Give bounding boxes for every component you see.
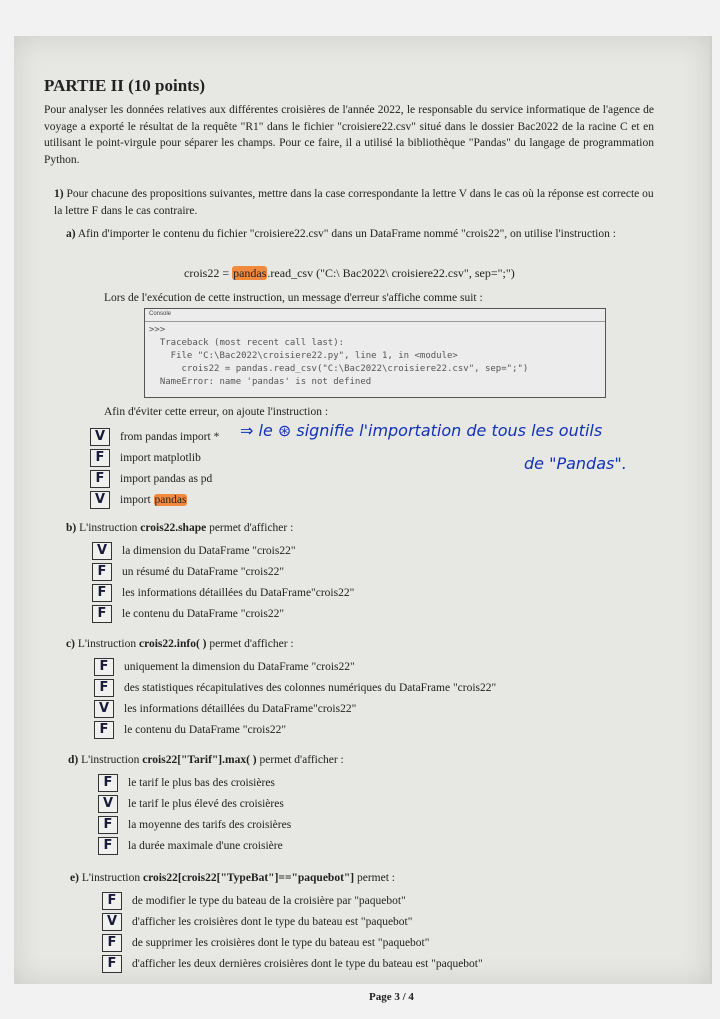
highlight-pandas: pandas xyxy=(233,266,267,280)
answer-box[interactable]: V xyxy=(90,428,110,446)
option-text: d'afficher les deux dernières croisières dont le type du bateau est "paquebot" xyxy=(132,958,483,970)
option-text: la dimension du DataFrame "crois22" xyxy=(122,545,296,557)
sub-question-a xyxy=(66,226,656,242)
error-intro: Lors de l'exécution de cette instruction, un message d'erreur s'affiche comme suit : xyxy=(104,292,483,304)
option-text: les informations détaillées du DataFrame"crois22" xyxy=(122,587,355,599)
question-code: crois22[crois22["TypeBat"]=="paquebot"] xyxy=(142,872,355,884)
sub-question-a-text: Afin d'importer le contenu du fichier "croisiere22.csv" dans un DataFrame nommé "crois22", on utilise l'instruction : xyxy=(77,228,616,240)
option-text: le tarif le plus élevé des croisières xyxy=(128,798,284,810)
answer-box[interactable]: F xyxy=(94,721,114,739)
question-code: crois22.info( ) xyxy=(138,638,207,650)
sub-question-b-label: b) xyxy=(66,522,77,534)
question-text: permet d'afficher : xyxy=(206,638,294,650)
console-line: NameError: name 'pandas' is not defined xyxy=(149,377,372,387)
answer-box[interactable]: V xyxy=(90,491,110,509)
section-title: PARTIE II (10 points) xyxy=(44,76,206,95)
option-text: uniquement la dimension du DataFrame "crois22" xyxy=(124,661,355,673)
fix-intro: Afin d'éviter cette erreur, on ajoute l'instruction : xyxy=(104,406,329,418)
option-text: le contenu du DataFrame "crois22" xyxy=(122,608,285,620)
console-line: crois22 = pandas.read_csv("C:\Bac2022\croisiere22.csv", sep=";") xyxy=(149,364,529,374)
answer-box[interactable]: V xyxy=(98,795,118,813)
answer-box[interactable]: F xyxy=(102,934,122,952)
question-1 xyxy=(54,186,654,219)
sub-question-e-label: e) xyxy=(70,872,79,884)
option-text: from pandas import * xyxy=(120,431,220,443)
sub-question-d-label: d) xyxy=(68,754,79,766)
console-line: >>> xyxy=(149,325,166,335)
question-text: L'instruction xyxy=(81,754,143,766)
code-prefix: crois22 = xyxy=(184,266,233,280)
answer-box[interactable]: F xyxy=(102,892,122,910)
sub-question-c xyxy=(66,636,294,652)
sub-question-a-label: a) xyxy=(66,228,76,240)
question-1-text: Pour chacune des propositions suivantes, mettre dans la case correspondante la lettre V dans le cas où la réponse est correcte ou la lettre F dans le cas contraire. xyxy=(54,188,654,217)
sub-question-d xyxy=(68,752,344,768)
option-text: import pandas as pd xyxy=(120,473,213,485)
option-text: la moyenne des tarifs des croisières xyxy=(128,819,292,831)
handwritten-note: de "Pandas". xyxy=(524,454,627,473)
console-output xyxy=(144,308,606,398)
answer-box[interactable]: V xyxy=(94,700,114,718)
option-text: de supprimer les croisières dont le type du bateau est "paquebot" xyxy=(132,937,430,949)
handwritten-note: ⇒ le ⊛ signifie l'importation de tous les outils xyxy=(240,421,603,440)
answer-box[interactable]: V xyxy=(102,913,122,931)
exam-page xyxy=(14,36,712,1003)
answer-box[interactable]: F xyxy=(98,837,118,855)
option-text: d'afficher les croisières dont le type du bateau est "paquebot" xyxy=(132,916,413,928)
option-text: les informations détaillées du DataFrame"crois22" xyxy=(124,703,357,715)
answer-box[interactable]: V xyxy=(92,542,112,560)
question-text: permet : xyxy=(354,872,395,884)
question-text: L'instruction xyxy=(79,522,141,534)
page-number: Page 3 / 4 xyxy=(369,991,414,1003)
option-text: import matplotlib xyxy=(120,452,201,464)
question-1-number: 1) xyxy=(54,188,64,200)
answer-box[interactable]: F xyxy=(90,470,110,488)
answer-box[interactable]: F xyxy=(94,658,114,676)
option-text xyxy=(120,491,187,509)
answer-box[interactable]: F xyxy=(94,679,114,697)
intro-paragraph: Pour analyser les données relatives aux différentes croisières de l'année 2022, le responsable du service informatique de l'agence de voyage a exporté le résultat de la requête "R1" dans le fichier "croisiere22.csv" situé dans le dossier Bac2022 de la racine C et en utilisant le point-virgule pour séparer les champs. Pour ce faire, il a utilisé la bibliothèque "Pandas" du langage de programmation Python. xyxy=(44,104,654,166)
question-text: L'instruction xyxy=(77,638,139,650)
read-csv-instruction xyxy=(184,266,515,281)
sub-question-e xyxy=(70,870,395,886)
option-text: la durée maximale d'une croisière xyxy=(128,840,283,852)
console-line: File "C:\Bac2022\croisiere22.py", line 1, in <module> xyxy=(149,351,458,361)
sub-question-b xyxy=(66,520,293,536)
option-text: de modifier le type du bateau de la croisière par "paquebot" xyxy=(132,895,406,907)
answer-box[interactable]: F xyxy=(92,563,112,581)
option-text: des statistiques récapitulatives des colonnes numériques du DataFrame "crois22" xyxy=(124,682,497,694)
console-header: Console xyxy=(149,311,172,317)
question-text: permet d'afficher : xyxy=(256,754,344,766)
console-line: Traceback (most recent call last): xyxy=(149,338,345,348)
code-suffix: .read_csv ("C:\ Bac2022\ croisiere22.csv", sep=";") xyxy=(267,266,515,280)
option-text-prefix: import xyxy=(120,494,154,506)
answer-box[interactable]: F xyxy=(98,774,118,792)
console-divider xyxy=(145,321,605,322)
option-text: le tarif le plus bas des croisières xyxy=(128,777,275,789)
sub-question-c-label: c) xyxy=(66,638,75,650)
option-text: un résumé du DataFrame "crois22" xyxy=(122,566,285,578)
question-code: crois22["Tarif"].max( ) xyxy=(142,754,257,766)
answer-box[interactable]: F xyxy=(102,955,122,973)
answer-box[interactable]: F xyxy=(90,449,110,467)
question-code: crois22.shape xyxy=(140,522,207,534)
highlight-pandas: pandas xyxy=(154,494,187,506)
answer-box[interactable]: F xyxy=(98,816,118,834)
answer-box[interactable]: F xyxy=(92,584,112,602)
option-text: le contenu du DataFrame "crois22" xyxy=(124,724,287,736)
answer-box[interactable]: F xyxy=(92,605,112,623)
question-text: L'instruction xyxy=(81,872,143,884)
option-row xyxy=(90,421,650,446)
question-text: permet d'afficher : xyxy=(206,522,294,534)
